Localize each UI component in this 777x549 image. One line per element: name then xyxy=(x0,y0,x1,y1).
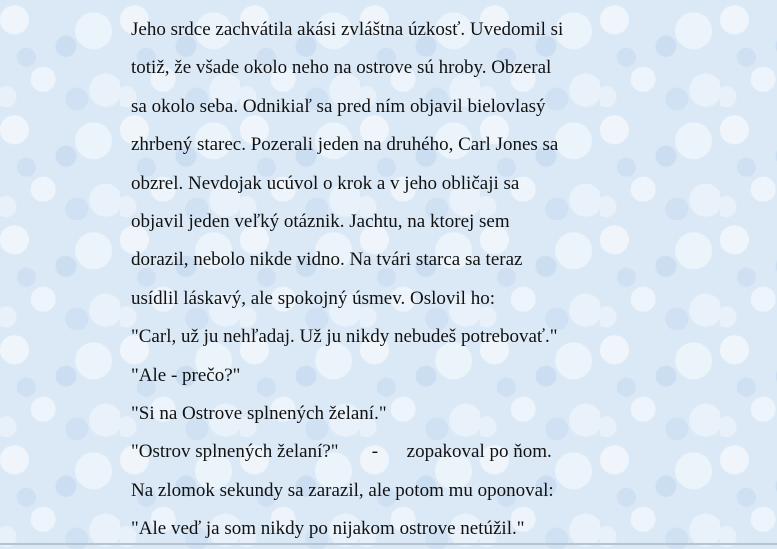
dialogue-line: "Ale veď ja som nikdy po nijakom ostrove netúžil." xyxy=(131,518,525,540)
text-line: sa okolo seba. Odnikiaľ sa pred ním objavil bielovlasý xyxy=(131,95,546,117)
story-text-block xyxy=(131,11,751,549)
text-line: usídlil láskavý, ale spokojný úsmev. Oslovil ho: xyxy=(131,287,495,309)
dialogue-line: "Ostrov splnených želaní?" - zopakoval po ňom. xyxy=(131,441,552,463)
dialogue-line: "Ale - prečo?" xyxy=(131,364,241,386)
dialogue-line: "Carl, už ju nehľadaj. Už ju nikdy nebudeš potrebovať." xyxy=(131,326,558,348)
text-line: totiž, že všade okolo neho na ostrove sú hroby. Obzeral xyxy=(131,57,552,79)
text-line: Jeho srdce zachvátila akási zvláštna úzkosť. Uvedomil si xyxy=(131,19,564,40)
text-line: zhrbený starec. Pozerali jeden na druhého, Carl Jones sa xyxy=(131,134,559,156)
dialogue-line: "Si na Ostrove splnených želaní." xyxy=(131,403,387,425)
text-line: obzrel. Nevdojak ucúvol o krok a v jeho obličaji sa xyxy=(131,172,520,194)
text-line: Na zlomok sekundy sa zarazil, ale potom mu oponoval: xyxy=(131,479,554,501)
text-line: dorazil, nebolo nikde vidno. Na tvári starca sa teraz xyxy=(131,249,523,271)
text-line: objavil jeden veľký otáznik. Jachtu, na ktorej sem xyxy=(131,211,510,233)
